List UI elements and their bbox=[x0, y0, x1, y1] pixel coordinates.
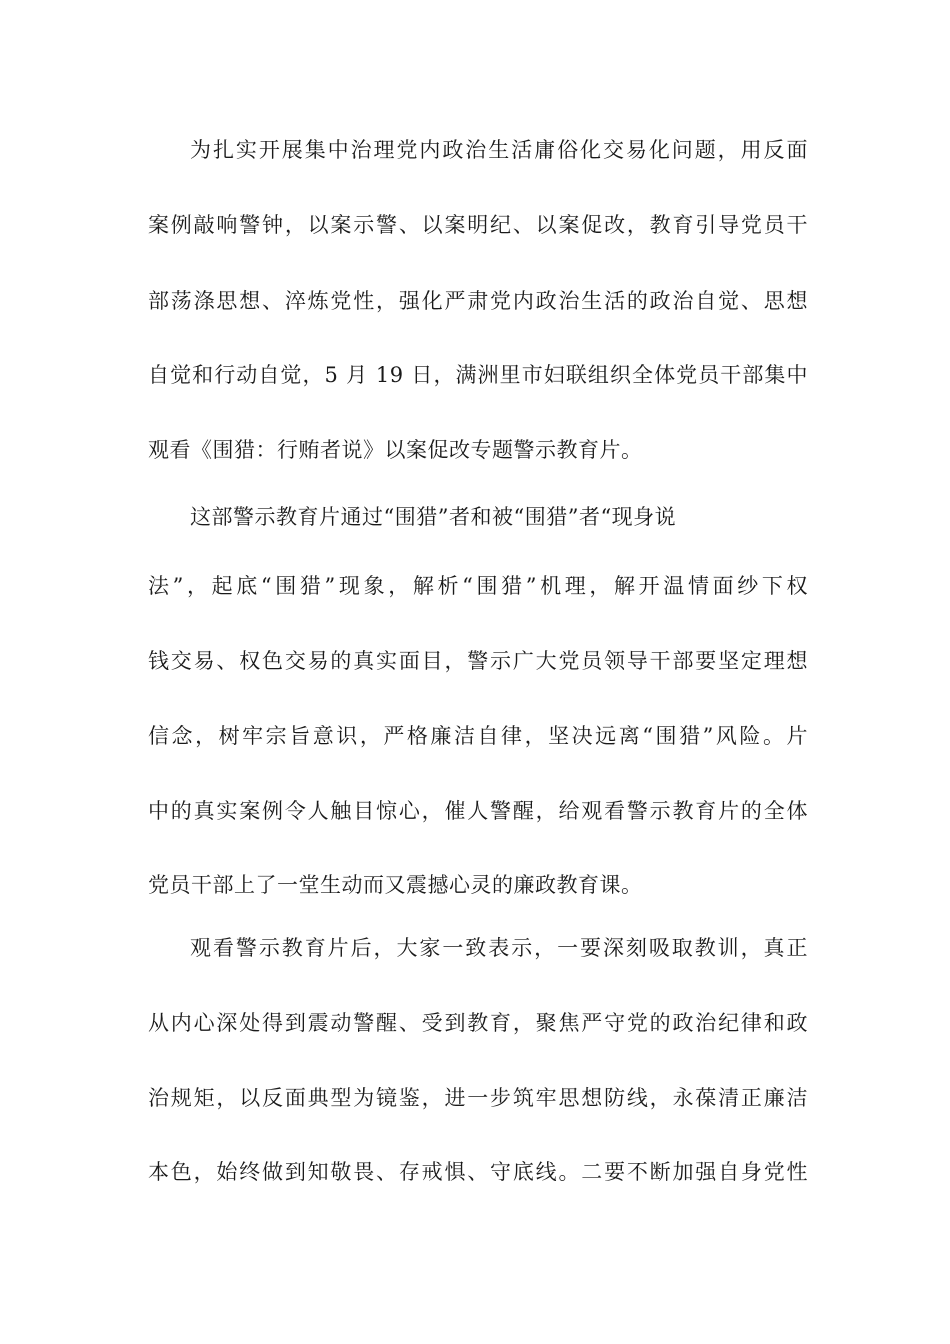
paragraph-2-line-2: 法”，起底“围猎”现象，解析“围猎”机理，解开温情面纱下权 bbox=[148, 574, 808, 598]
paragraph-1-line-4: 自觉和行动自觉，5 月 19 日，满洲里市妇联组织全体党员干部集中 bbox=[148, 363, 808, 387]
paragraph-2-line-5: 中的真实案例令人触目惊心，催人警醒，给观看警示教育片的全体 bbox=[148, 799, 808, 823]
paragraph-3-line-3: 治规矩，以反面典型为镜鉴，进一步筑牢思想防线，永葆清正廉洁 bbox=[148, 1086, 808, 1110]
paragraph-2-line-6: 党员干部上了一堂生动而又震撼心灵的廉政教育课。 bbox=[148, 873, 643, 897]
paragraph-2-line-1: 这部警示教育片通过“围猎”者和被“围猎”者“现身说 bbox=[190, 505, 677, 529]
paragraph-1-line-5: 观看《围猎：行贿者说》以案促改专题警示教育片。 bbox=[148, 438, 643, 462]
paragraph-1-line-3: 部荡涤思想、淬炼党性，强化严肃党内政治生活的政治自觉、思想 bbox=[148, 289, 808, 313]
paragraph-1-line-1: 为扎实开展集中治理党内政治生活庸俗化交易化问题，用反面 bbox=[190, 138, 808, 162]
paragraph-3-line-1: 观看警示教育片后，大家一致表示，一要深刻吸取教训，真正 bbox=[190, 936, 808, 960]
paragraph-3-line-2: 从内心深处得到震动警醒、受到教育，聚焦严守党的政治纪律和政 bbox=[148, 1011, 808, 1035]
paragraph-1-line-2: 案例敲响警钟，以案示警、以案明纪、以案促改，教育引导党员干 bbox=[148, 213, 808, 237]
paragraph-2-line-4: 信念，树牢宗旨意识，严格廉洁自律，坚决远离“围猎”风险。片 bbox=[148, 724, 808, 748]
paragraph-3-line-4: 本色，始终做到知敬畏、存戒惧、守底线。二要不断加强自身党性 bbox=[148, 1160, 808, 1184]
paragraph-2-line-3: 钱交易、权色交易的真实面目，警示广大党员领导干部要坚定理想 bbox=[148, 649, 808, 673]
